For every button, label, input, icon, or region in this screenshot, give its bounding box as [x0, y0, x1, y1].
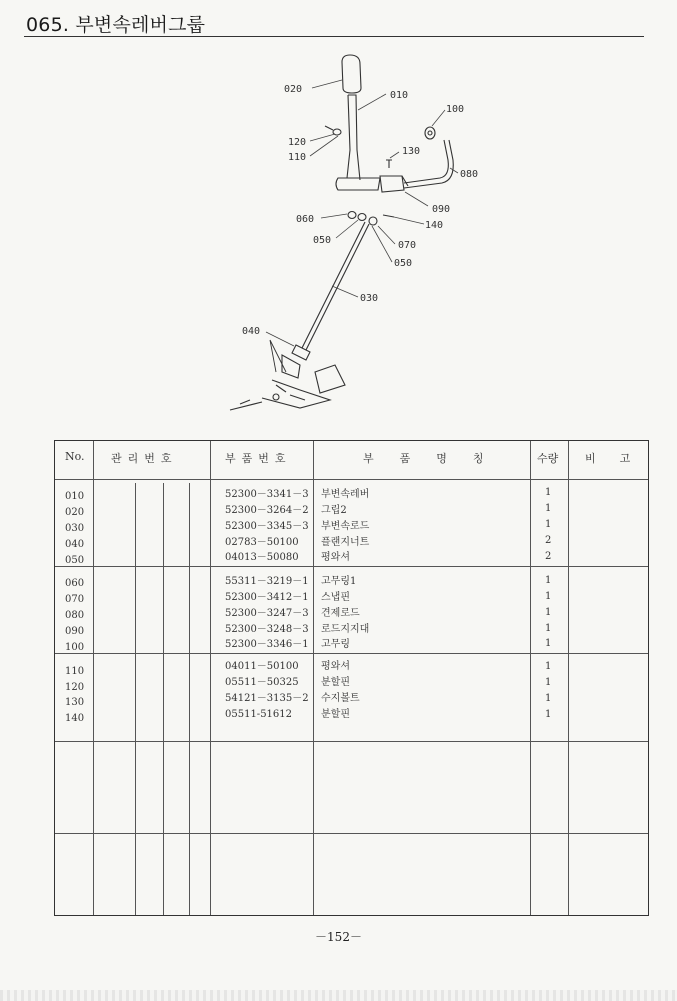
label-080: 080 — [460, 169, 479, 180]
cell-no: 070 — [65, 594, 85, 605]
label-020: 020 — [284, 84, 303, 95]
label-060: 060 — [296, 214, 315, 225]
label-100: 100 — [446, 104, 465, 115]
label-030: 030 — [360, 293, 379, 304]
label-010: 010 — [390, 90, 409, 101]
title-underline — [24, 36, 644, 37]
cell-no: 110 — [65, 666, 85, 677]
cell-part-name: 플랜지너트 — [321, 537, 370, 548]
cell-part-number: 02783－50100 — [225, 537, 299, 548]
header-quantity: 수량 — [537, 452, 559, 465]
cell-part-name: 평와셔 — [321, 661, 350, 672]
cell-no: 040 — [65, 539, 85, 550]
cell-no: 050 — [65, 555, 85, 566]
rod-support-shape — [380, 176, 404, 192]
header-mgmt-number: 관리번호 — [111, 452, 178, 465]
cell-part-number: 52300－3247－3 — [225, 608, 309, 619]
parts-table — [54, 440, 655, 916]
cell-part-name: 부변속레버 — [321, 489, 370, 500]
label-120: 120 — [288, 137, 307, 148]
label-050-left: 050 — [313, 235, 332, 246]
cell-no: 060 — [65, 578, 85, 589]
cell-part-name: 고무링 — [321, 639, 350, 650]
label-130: 130 — [402, 146, 421, 157]
cell-quantity: 1 — [545, 503, 552, 514]
cell-no: 020 — [65, 507, 85, 518]
cell-part-number: 52300－3248－3 — [225, 624, 309, 635]
cell-quantity: 1 — [545, 519, 552, 530]
cell-quantity: 1 — [545, 709, 552, 720]
cell-no: 090 — [65, 626, 85, 637]
cell-quantity: 1 — [545, 575, 552, 586]
cell-part-name: 그립2 — [321, 505, 347, 516]
cell-quantity: 1 — [545, 591, 552, 602]
cell-no: 120 — [65, 682, 85, 693]
label-140: 140 — [425, 220, 444, 231]
label-050-right: 050 — [394, 258, 413, 269]
cell-part-number: 54121－3135－2 — [225, 693, 309, 704]
page-number: －152－ — [315, 930, 362, 944]
cell-part-number: 05511－50325 — [225, 677, 299, 688]
cell-part-name: 평와셔 — [321, 552, 350, 563]
diagram-drawing — [230, 55, 453, 410]
cell-no: 030 — [65, 523, 85, 534]
long-rod-shape — [302, 222, 365, 348]
grip-shape — [342, 55, 361, 93]
cell-quantity: 1 — [545, 487, 552, 498]
cell-part-number: 04013－50080 — [225, 552, 299, 563]
cell-quantity: 2 — [545, 551, 552, 562]
header-no: No. — [65, 450, 85, 463]
cell-part-name: 로드지지대 — [321, 624, 370, 635]
cell-part-name: 스냅핀 — [321, 592, 350, 603]
cell-part-name: 고무링1 — [321, 576, 357, 587]
page-title: 065. 부변속레버그룹 — [26, 14, 206, 36]
cell-quantity: 1 — [545, 661, 552, 672]
cell-no: 010 — [65, 491, 85, 502]
cell-part-number: 04011－50100 — [225, 661, 299, 672]
cell-no: 130 — [65, 697, 85, 708]
label-070: 070 — [398, 240, 417, 251]
cell-quantity: 1 — [545, 607, 552, 618]
header-remarks: 비고 — [585, 452, 655, 465]
cell-part-number: 52300－3341－3 — [225, 489, 309, 500]
cell-no: 140 — [65, 713, 85, 724]
cell-quantity: 1 — [545, 638, 552, 649]
header-part-name: 부품명칭 — [363, 452, 510, 465]
cell-quantity: 1 — [545, 693, 552, 704]
cell-part-number: 52300－3264－2 — [225, 505, 309, 516]
cell-part-name: 견제로드 — [321, 608, 360, 619]
cell-quantity: 1 — [545, 623, 552, 634]
cell-part-number: 52300－3346－1 — [225, 639, 309, 650]
cell-part-number: 52300－3345－3 — [225, 521, 309, 532]
parts-diagram — [0, 40, 677, 430]
cell-part-name: 부변속로드 — [321, 521, 370, 532]
label-040: 040 — [242, 326, 261, 337]
cell-part-number: 05511-51612 — [225, 709, 293, 720]
cell-part-number: 55311－3219－1 — [225, 576, 309, 587]
diagram-labels — [242, 84, 478, 337]
cell-quantity: 1 — [545, 677, 552, 688]
cell-part-name: 분할핀 — [321, 677, 350, 688]
cell-part-name: 수지볼트 — [321, 693, 360, 704]
cell-no: 080 — [65, 610, 85, 621]
label-090: 090 — [432, 204, 451, 215]
cell-part-number: 52300－3412－1 — [225, 592, 309, 603]
label-110: 110 — [288, 152, 307, 163]
scan-artifact — [0, 990, 677, 1001]
cell-no: 100 — [65, 642, 85, 653]
header-part-number: 부품번호 — [225, 452, 292, 465]
cell-part-name: 분할핀 — [321, 709, 350, 720]
cell-quantity: 2 — [545, 535, 552, 546]
